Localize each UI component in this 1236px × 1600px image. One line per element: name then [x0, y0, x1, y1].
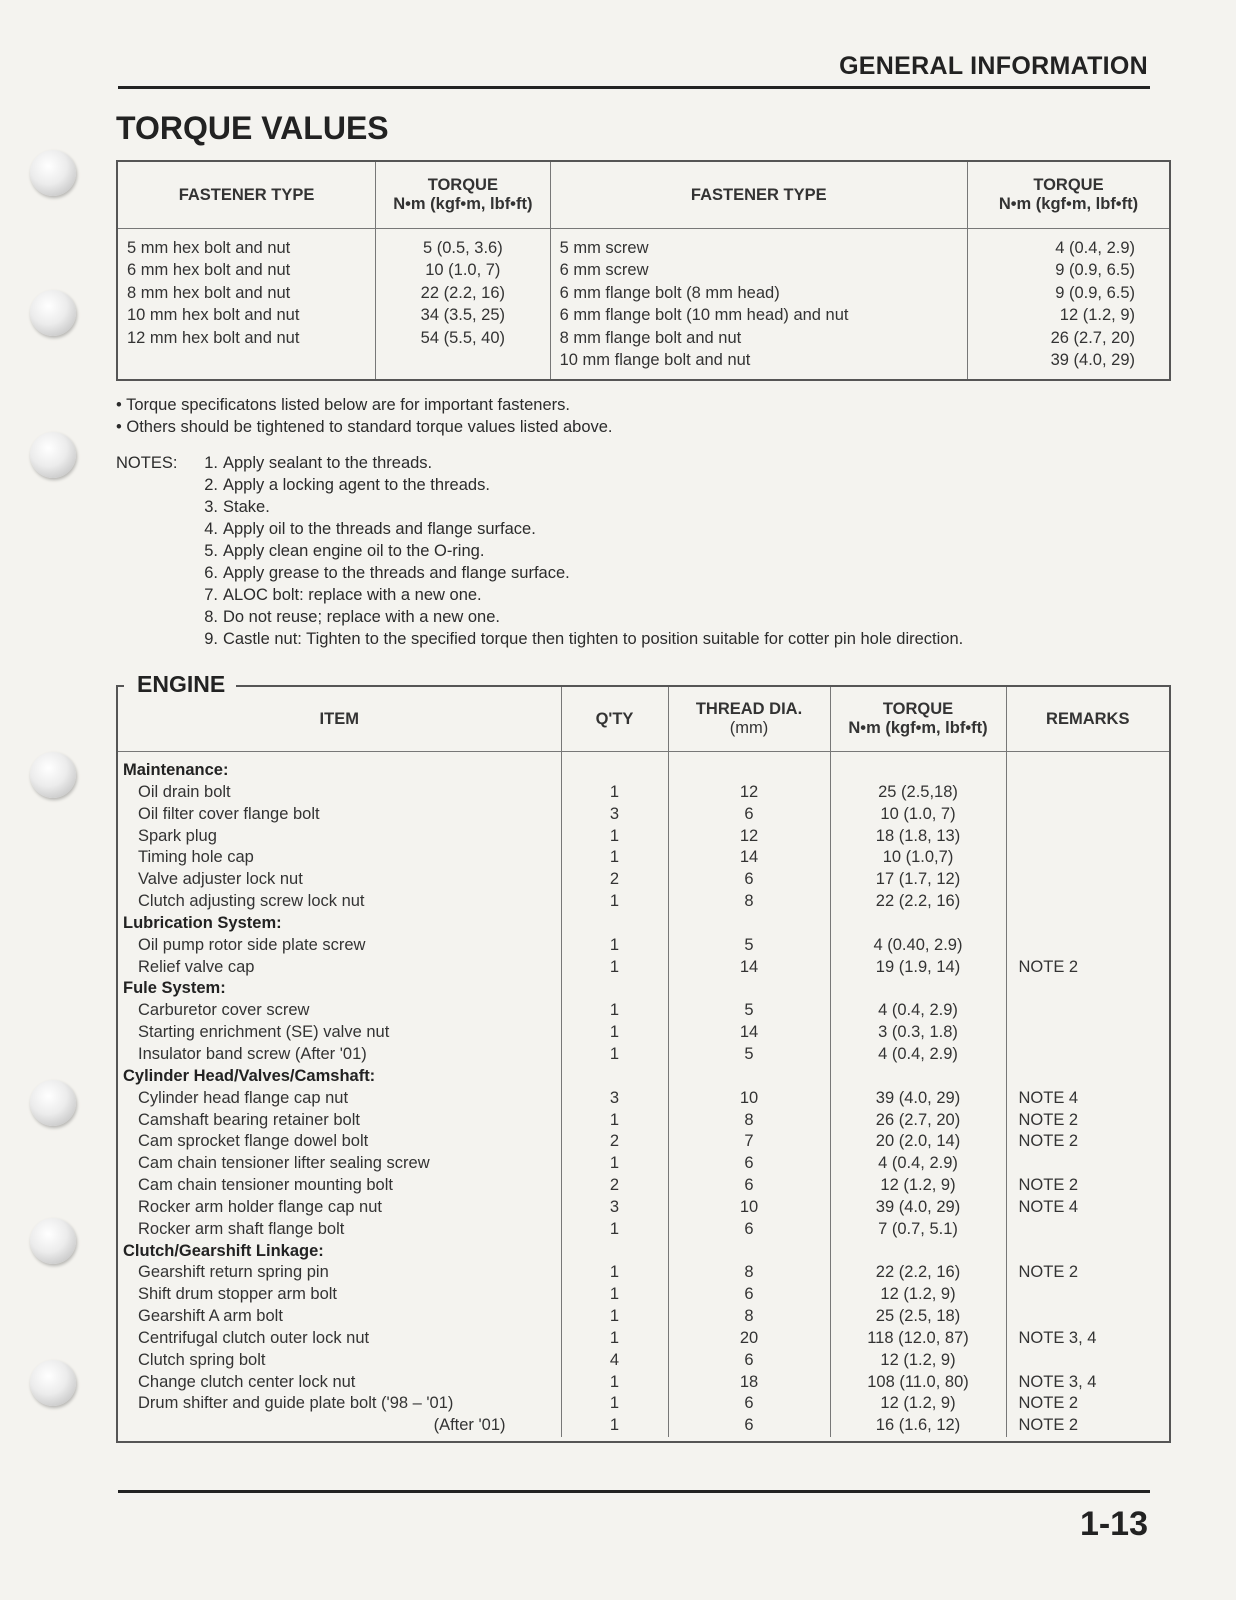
thread-cell: 18 [668, 1372, 830, 1394]
torque-cell: 4 (0.4, 2.9) [830, 1044, 1006, 1066]
qty-cell: 4 [561, 1350, 668, 1372]
fastener-type: 8 mm hex bolt and nut [127, 283, 291, 302]
qty-cell: 1 [561, 847, 668, 869]
item-cell: Gearshift A arm bolt [138, 1307, 283, 1326]
table-row [118, 1219, 1169, 1241]
thread-cell: 6 [668, 869, 830, 891]
thread-cell: 14 [668, 1022, 830, 1044]
note-text: Stake. [223, 498, 270, 516]
torque-cell [830, 1241, 1006, 1263]
thread-cell: 12 [668, 826, 830, 848]
qty-cell: 3 [561, 1197, 668, 1219]
remarks-cell: NOTE 2 [1006, 1415, 1169, 1437]
notes-label: NOTES: [116, 454, 178, 472]
item-cell: Timing hole cap [138, 848, 254, 867]
col-item: ITEM [118, 687, 561, 752]
qty-cell: 2 [561, 1131, 668, 1153]
item-cell: Lubrication System: [123, 913, 282, 932]
qty-cell [561, 752, 668, 782]
item-cell: Valve adjuster lock nut [138, 870, 303, 889]
item-cell: Oil pump rotor side plate screw [138, 935, 366, 954]
remarks-cell: NOTE 2 [1006, 1175, 1169, 1197]
remarks-cell [1006, 1350, 1169, 1372]
qty-cell [561, 978, 668, 1000]
table-row [118, 1044, 1169, 1066]
remarks-cell [1006, 1022, 1169, 1044]
torque-cell: 26 (2.7, 20) [830, 1110, 1006, 1132]
torque-value: 5 (0.5, 3.6) [422, 239, 503, 257]
category-row [118, 978, 1169, 1000]
torque-cell: 12 (1.2, 9) [830, 1175, 1006, 1197]
col-fastener-type: FASTENER TYPE [117, 161, 376, 229]
page-number: 1-13 [1079, 1505, 1148, 1543]
remarks-cell: NOTE 2 [1006, 1262, 1169, 1284]
notes-list: NOTES: 1. Apply sealant to the threads. 2. Apply a locking agent to the threads. 3. Stake. 4. Apply oil to the threads and flange surface. 5. Apply clean engine oil to the O-ring. 6. Apply grease to the threads and flange surface. 7. ALOC bolt: replace with a new one. 8. Do not reuse; replace with a new one. 9. Castle nut: Tighten to the specified torque then tighten to position suitable for cotter pin hole direction. [116, 454, 964, 648]
item-cell: Clutch adjusting screw lock nut [138, 892, 365, 911]
torque-cell [830, 978, 1006, 1000]
qty-cell: 1 [561, 1044, 668, 1066]
thread-cell [668, 752, 830, 782]
qty-cell: 1 [561, 1219, 668, 1241]
remarks-cell [1006, 826, 1169, 848]
torque-cell: 20 (2.0, 14) [830, 1131, 1006, 1153]
bullet-item: • Torque specificatons listed below are for important fasteners. [116, 396, 570, 414]
note-text: Apply sealant to the threads. [223, 454, 433, 472]
table-row [118, 1306, 1169, 1328]
col-qty: Q'TY [561, 687, 668, 752]
right-torque-values [967, 229, 1170, 381]
binder-hole [30, 1218, 76, 1264]
fastener-type: 6 mm screw [559, 261, 649, 280]
torque-value: 10 (1.0, 7) [425, 261, 501, 280]
remarks-cell [1006, 1000, 1169, 1022]
qty-cell: 1 [561, 1262, 668, 1284]
table-row [118, 1328, 1169, 1350]
remarks-cell: NOTE 2 [1006, 1131, 1169, 1153]
torque-value: 26 (2.7, 20) [1050, 328, 1135, 347]
thread-cell [668, 913, 830, 935]
table-row [118, 826, 1169, 848]
table-row [118, 847, 1169, 869]
item-cell: Change clutch center lock nut [138, 1372, 356, 1391]
thread-cell: 14 [668, 957, 830, 979]
thread-cell [668, 978, 830, 1000]
item-cell: Camshaft bearing retainer bolt [138, 1110, 360, 1129]
remarks-cell: NOTE 2 [1006, 1110, 1169, 1132]
item-cell: Drum shifter and guide plate bolt ('98 – '01) [138, 1394, 454, 1413]
qty-cell: 2 [561, 1175, 668, 1197]
thread-cell: 12 [668, 782, 830, 804]
engine-section-label: ENGINE [133, 671, 229, 698]
qty-cell: 3 [561, 804, 668, 826]
torque-value: 34 (3.5, 25) [420, 306, 506, 325]
remarks-cell [1006, 804, 1169, 826]
item-cell: Insulator band screw (After '01) [138, 1044, 367, 1063]
binder-hole [30, 752, 76, 798]
qty-cell: 1 [561, 826, 668, 848]
category-row [118, 1066, 1169, 1088]
fastener-type: 8 mm flange bolt and nut [559, 328, 742, 347]
thread-cell: 5 [668, 1044, 830, 1066]
thread-cell [668, 1066, 830, 1088]
torque-cell: 16 (1.6, 12) [830, 1415, 1006, 1437]
torque-cell: 25 (2.5,18) [830, 782, 1006, 804]
note-text: ALOC bolt: replace with a new one. [223, 586, 482, 604]
item-cell: Shift drum stopper arm bolt [138, 1285, 337, 1304]
page-title: TORQUE VALUES [116, 110, 389, 146]
thread-cell: 6 [668, 1219, 830, 1241]
torque-cell: 4 (0.40, 2.9) [830, 935, 1006, 957]
torque-cell: 4 (0.4, 2.9) [830, 1153, 1006, 1175]
qty-cell: 1 [561, 957, 668, 979]
remarks-cell [1006, 1044, 1169, 1066]
qty-cell: 1 [561, 935, 668, 957]
item-cell: Fule System: [123, 979, 226, 998]
torque-cell: 39 (4.0, 29) [830, 1088, 1006, 1110]
thread-cell: 8 [668, 891, 830, 913]
thread-cell: 6 [668, 1153, 830, 1175]
thread-cell: 7 [668, 1131, 830, 1153]
item-cell: Cylinder Head/Valves/Camshaft: [123, 1066, 376, 1085]
item-cell: Centrifugal clutch outer lock nut [138, 1328, 370, 1347]
fastener-type: 12 mm hex bolt and nut [127, 328, 300, 347]
item-cell: Rocker arm shaft flange bolt [138, 1219, 345, 1238]
fastener-type: 6 mm flange bolt (10 mm head) and nut [559, 306, 849, 325]
fastener-type: 5 mm hex bolt and nut [127, 239, 291, 257]
remarks-cell [1006, 978, 1169, 1000]
thread-cell: 8 [668, 1262, 830, 1284]
torque-value: 39 (4.0, 29) [1050, 350, 1135, 369]
remarks-cell [1006, 935, 1169, 957]
fastener-type: 5 mm screw [559, 239, 649, 257]
category-row [118, 913, 1169, 935]
table-row [118, 1175, 1169, 1197]
table-row [118, 869, 1169, 891]
qty-cell: 1 [561, 1000, 668, 1022]
bullet-item: • Others should be tightened to standard torque values listed above. [116, 418, 613, 436]
binder-hole [30, 432, 76, 478]
remarks-cell: NOTE 2 [1006, 1393, 1169, 1415]
binder-hole [30, 1080, 76, 1126]
col-fastener-type: FASTENER TYPE [550, 161, 967, 229]
fastener-type: 6 mm hex bolt and nut [127, 261, 291, 280]
qty-cell: 1 [561, 1372, 668, 1394]
table-row [118, 1284, 1169, 1306]
item-cell: Relief valve cap [138, 957, 255, 976]
qty-cell: 1 [561, 782, 668, 804]
table-row [118, 1350, 1169, 1372]
table-row [118, 1022, 1169, 1044]
footer-rule [118, 1490, 1150, 1493]
table-row [118, 782, 1169, 804]
engine-torque-table [118, 687, 1169, 1437]
torque-cell: 17 (1.7, 12) [830, 869, 1006, 891]
table-row [118, 804, 1169, 826]
fastener-type: 10 mm flange bolt and nut [559, 350, 751, 369]
torque-value: 12 (1.2, 9) [1059, 306, 1135, 325]
thread-cell: 5 [668, 935, 830, 957]
torque-cell: 4 (0.4, 2.9) [830, 1000, 1006, 1022]
col-remarks: REMARKS [1006, 687, 1169, 752]
item-cell: Cam sprocket flange dowel bolt [138, 1132, 369, 1151]
remarks-cell: NOTE 3, 4 [1006, 1372, 1169, 1394]
item-cell: Rocker arm holder flange cap nut [138, 1197, 382, 1216]
note-text: Apply grease to the threads and flange surface. [223, 564, 570, 582]
torque-cell: 22 (2.2, 16) [830, 1262, 1006, 1284]
thread-cell: 6 [668, 1415, 830, 1437]
remarks-cell [1006, 869, 1169, 891]
binder-hole [30, 290, 76, 336]
table-row [118, 1415, 1169, 1437]
remarks-cell [1006, 782, 1169, 804]
remarks-cell: NOTE 2 [1006, 957, 1169, 979]
item-cell: Spark plug [138, 826, 217, 845]
note-text: Apply oil to the threads and flange surface. [223, 520, 536, 538]
torque-cell: 3 (0.3, 1.8) [830, 1022, 1006, 1044]
qty-cell: 1 [561, 1022, 668, 1044]
col-torque: TORQUE N•m (kgf•m, lbf•ft) [376, 161, 551, 229]
remarks-cell: NOTE 3, 4 [1006, 1328, 1169, 1350]
remarks-cell [1006, 913, 1169, 935]
col-thread-dia: THREAD DIA. (mm) [668, 687, 830, 752]
item-cell: Starting enrichment (SE) valve nut [138, 1023, 390, 1042]
qty-cell: 1 [561, 1110, 668, 1132]
item-cell: Cylinder head flange cap nut [138, 1088, 349, 1107]
table-row [118, 891, 1169, 913]
thread-cell: 8 [668, 1306, 830, 1328]
torque-cell: 10 (1.0, 7) [830, 804, 1006, 826]
header-rule [118, 86, 1150, 89]
remarks-cell [1006, 847, 1169, 869]
table-row [118, 1000, 1169, 1022]
note-text: Castle nut: Tighten to the specified torque then tighten to position suitable for cotter pin hole direction. [223, 630, 964, 648]
torque-cell: 12 (1.2, 9) [830, 1350, 1006, 1372]
table-row [118, 1131, 1169, 1153]
fastener-type: 6 mm flange bolt (8 mm head) [559, 283, 780, 302]
fastener-type: 10 mm hex bolt and nut [127, 306, 300, 325]
qty-cell: 2 [561, 869, 668, 891]
binder-hole [30, 150, 76, 196]
thread-cell: 6 [668, 1175, 830, 1197]
category-row [118, 1241, 1169, 1263]
thread-cell: 6 [668, 1284, 830, 1306]
thread-cell: 8 [668, 1110, 830, 1132]
qty-cell: 3 [561, 1088, 668, 1110]
torque-cell: 10 (1.0,7) [830, 847, 1006, 869]
item-cell: Clutch/Gearshift Linkage: [123, 1241, 324, 1260]
qty-cell: 1 [561, 1415, 668, 1437]
table-row [118, 1372, 1169, 1394]
table-row [118, 1197, 1169, 1219]
torque-cell: 12 (1.2, 9) [830, 1284, 1006, 1306]
bullet-list [116, 394, 613, 438]
thread-cell: 6 [668, 1393, 830, 1415]
remarks-cell [1006, 1153, 1169, 1175]
qty-cell: 1 [561, 1284, 668, 1306]
remarks-cell [1006, 891, 1169, 913]
torque-cell: 108 (11.0, 80) [830, 1372, 1006, 1394]
category-row [118, 752, 1169, 782]
left-torque-values [376, 229, 551, 381]
thread-cell: 20 [668, 1328, 830, 1350]
torque-cell: 19 (1.9, 14) [830, 957, 1006, 979]
torque-value: 4 (0.4, 2.9) [1055, 239, 1135, 257]
item-cell: Clutch spring bolt [138, 1350, 266, 1369]
thread-cell: 10 [668, 1197, 830, 1219]
table-row [118, 935, 1169, 957]
torque-cell: 22 (2.2, 16) [830, 891, 1006, 913]
item-cell: Cam chain tensioner lifter sealing screw [138, 1154, 430, 1173]
qty-cell: 1 [561, 1393, 668, 1415]
torque-cell: 118 (12.0, 87) [830, 1328, 1006, 1350]
torque-cell: 12 (1.2, 9) [830, 1393, 1006, 1415]
torque-cell: 7 (0.7, 5.1) [830, 1219, 1006, 1241]
thread-cell: 10 [668, 1088, 830, 1110]
thread-cell: 6 [668, 1350, 830, 1372]
right-fastener-types [550, 229, 967, 381]
thread-cell: 6 [668, 804, 830, 826]
col-torque: TORQUE N•m (kgf•m, lbf•ft) [830, 687, 1006, 752]
qty-cell [561, 1241, 668, 1263]
table-row [118, 1393, 1169, 1415]
item-cell: Gearshift return spring pin [138, 1263, 329, 1282]
qty-cell [561, 913, 668, 935]
torque-cell [830, 913, 1006, 935]
table-row [118, 957, 1169, 979]
binder-hole [30, 1360, 76, 1406]
item-cell: (After '01) [433, 1416, 506, 1435]
remarks-cell [1006, 1066, 1169, 1088]
qty-cell: 1 [561, 1328, 668, 1350]
torque-cell: 25 (2.5, 18) [830, 1306, 1006, 1328]
left-fastener-types [117, 229, 376, 381]
thread-cell: 5 [668, 1000, 830, 1022]
standard-torque-table [116, 160, 1171, 381]
qty-cell: 1 [561, 891, 668, 913]
qty-cell: 1 [561, 1153, 668, 1175]
thread-cell: 14 [668, 847, 830, 869]
qty-cell [561, 1066, 668, 1088]
remarks-cell: NOTE 4 [1006, 1197, 1169, 1219]
col-torque: TORQUE N•m (kgf•m, lbf•ft) [967, 161, 1170, 229]
remarks-cell: NOTE 4 [1006, 1088, 1169, 1110]
torque-value: 9 (0.9, 6.5) [1055, 283, 1135, 302]
item-cell: Cam chain tensioner mounting bolt [138, 1176, 393, 1195]
remarks-cell [1006, 752, 1169, 782]
torque-value: 54 (5.5, 40) [420, 328, 506, 347]
torque-cell: 39 (4.0, 29) [830, 1197, 1006, 1219]
item-cell: Carburetor cover screw [138, 1001, 310, 1020]
table-row [118, 1088, 1169, 1110]
remarks-cell [1006, 1241, 1169, 1263]
remarks-cell [1006, 1306, 1169, 1328]
table-row [118, 1153, 1169, 1175]
table-row [118, 1110, 1169, 1132]
torque-value: 9 (0.9, 6.5) [1055, 261, 1135, 280]
item-cell: Oil filter cover flange bolt [138, 804, 320, 823]
torque-cell: 18 (1.8, 13) [830, 826, 1006, 848]
note-text: Do not reuse; replace with a new one. [223, 608, 500, 626]
note-text: Apply a locking agent to the threads. [223, 476, 490, 494]
torque-value: 22 (2.2, 16) [420, 283, 506, 302]
item-cell: Maintenance: [123, 761, 229, 779]
note-text: Apply clean engine oil to the O-ring. [223, 542, 485, 560]
qty-cell: 1 [561, 1306, 668, 1328]
table-row [118, 1262, 1169, 1284]
thread-cell [668, 1241, 830, 1263]
torque-cell [830, 1066, 1006, 1088]
section-header: GENERAL INFORMATION [839, 52, 1148, 80]
remarks-cell [1006, 1219, 1169, 1241]
remarks-cell [1006, 1284, 1169, 1306]
torque-cell [830, 752, 1006, 782]
item-cell: Oil drain bolt [138, 782, 231, 801]
